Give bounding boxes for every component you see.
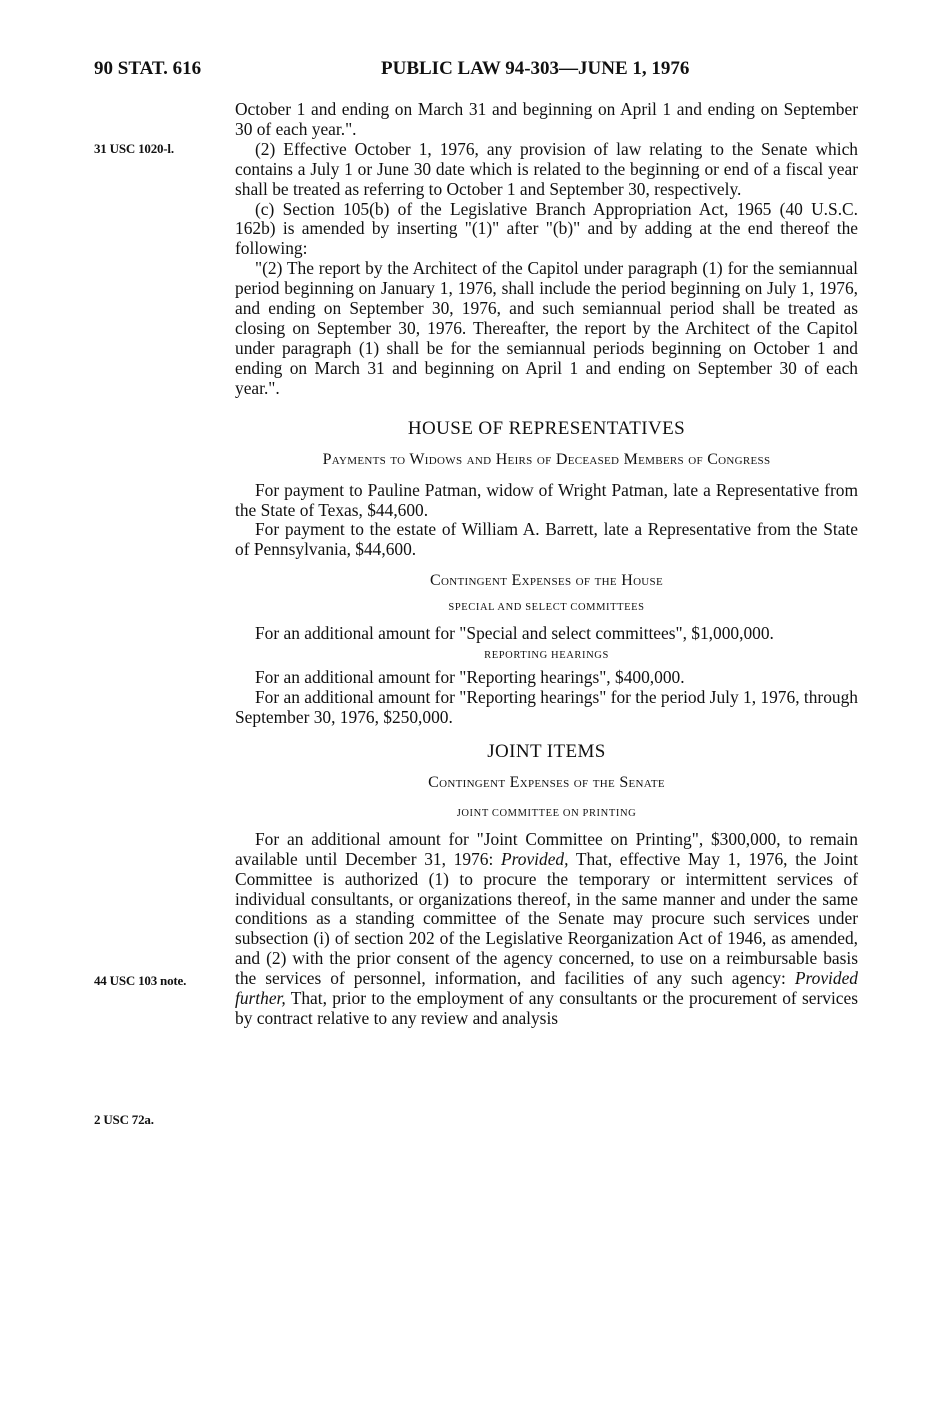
paragraph-1: October 1 and ending on March 31 and beginning on April 1 and ending on September 30 of each year.". [235,99,858,139]
document-body [235,100,858,1029]
paragraph-4: "(2) The report by the Architect of the Capitol under paragraph (1) for the semiannual period beginning on January 1, 1976, shall include the period beginning on July 1, 1976, and ending on September 30, 1976, and such semiannual period shall be treated as closing on September 30, 1976. Thereafter, the report by the Architect of the Capitol under paragraph (1) shall be for the semiannual periods beginning on October 1 and ending on March 31 and beginning on April 1 and ending on September 30 of each year.". [235,258,858,398]
paragraph-joint-printing [235,830,858,1029]
page-header [94,58,858,86]
paragraph-3: (c) Section 105(b) of the Legislative Branch Appropriation Act, 1965 (40 U.S.C. 162b) is amended by inserting "(1)" after "(b)" and by adding at the end thereof the following: [235,198,858,259]
paragraph-reporting-1: For an additional amount for "Reporting hearings", $400,000. [255,667,685,688]
heading-joint-items: JOINT ITEMS [487,740,606,762]
provided-italic: Provided, [501,848,569,869]
heading-reporting-hearings: REPORTING HEARINGS [484,650,609,662]
heading-payments-widows: Payments to Widows and Heirs of Deceased Members of Congress [322,450,771,468]
heading-contingent-house: Contingent Expenses of the House [430,572,663,590]
stat-page-number: 90 STAT. 616 [94,58,202,79]
heading-joint-printing: JOINT COMMITTEE ON PRINTING [456,807,637,819]
paragraph-reporting-2: For an additional amount for "Reporting hearings" for the period July 1, 1976, through September 30, 1976, $250,000. [235,687,858,727]
provided-further-italic: Provided further, [235,968,858,1009]
margin-note-44-usc: 44 USC 103 note. [94,973,187,988]
public-law-title: PUBLIC LAW 94-303—JUNE 1, 1976 [381,58,690,79]
paragraph-joint-printing-c: That, prior to the employment of any consultants or the procurement of services by contract relative to any review and analysis [235,988,858,1028]
margin-note-31-usc: 31 USC 1020-l. [94,141,174,156]
paragraph-joint-printing-a: For an additional amount for "Joint Committee on Printing", $300,000, to remain available until December 31, 1976: [235,828,858,869]
heading-house: HOUSE OF REPRESENTATIVES [407,417,686,439]
paragraph-special-select: For an additional amount for "Special and select committees", $1,000,000. [255,623,774,644]
paragraph-patman: For payment to Pauline Patman, widow of Wright Patman, late a Representative from the State of Texas, $44,600. [235,479,858,520]
heading-contingent-senate: Contingent Expenses of the Senate [428,773,665,791]
margin-note-2-usc: 2 USC 72a. [94,1112,154,1127]
paragraph-2: (2) Effective October 1, 1976, any provision of law relating to the Senate which contains a July 1 or June 30 date which is related to the beginning or end of a fiscal year shall be treated as referring to October 1 and September 30, respectively. [235,138,858,199]
paragraph-joint-printing-b: That, effective May 1, 1976, the Joint Committee is authorized (1) to procure the temporary or intermittent services of individual consultants, or organizations thereof, in the same manner and under the same conditions as a standing committee of the Senate may procure such services under subsection (i) of section 202 of the Legislative Reorganization Act of 1946, as amended, and (2) with the prior consent of the agency concerned, to use on a reimbursable basis the services of personnel, information, and facilities of any such agency: [235,848,858,989]
heading-special-select: SPECIAL AND SELECT COMMITTEES [448,602,645,614]
paragraph-barrett: For payment to the estate of William A. Barrett, late a Representative from the State of Pennsylvania, $44,600. [235,519,858,560]
